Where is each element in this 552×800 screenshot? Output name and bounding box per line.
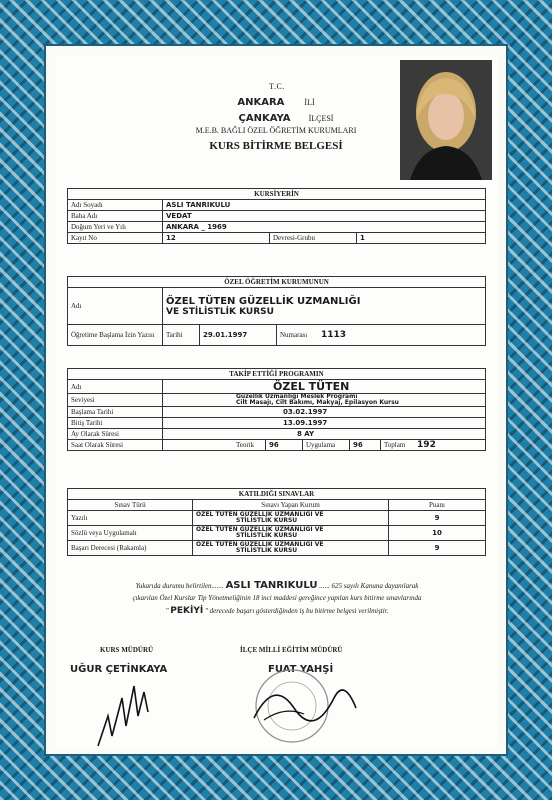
program-section-header: TAKİP ETTİĞİ PROGRAMIN — [68, 369, 486, 380]
duration-hours-label: Saat Olarak Süresi — [68, 440, 163, 451]
exam-type-grade: Başarı Derecesi (Rakamla) — [68, 541, 193, 556]
exam-type-oral: Sözlü veya Uygulamalı — [68, 526, 193, 541]
student-name-label: Adı Soyadı — [68, 200, 163, 211]
statement-name: ASLI TANRIKULU — [225, 580, 318, 591]
statement-grade: PEKİYİ — [170, 606, 204, 616]
exam-org-line1: ÖZEL TÜTEN GÜZELLİK UZMANLIĞI VE — [196, 541, 324, 548]
statement-post: ...... 625 sayılı Kanuna dayanılarak — [319, 582, 419, 590]
ministry-line: M.E.B. BAĞLI ÖZEL ÖĞRETİM KURUMLARI — [195, 126, 357, 135]
registration-label: Kayıt No — [68, 233, 163, 244]
permit-number-label: Numarası — [280, 331, 308, 339]
program-table — [67, 368, 486, 451]
institution-section-header: ÖZEL ÖĞRETİM KURUMUNUN — [68, 277, 486, 288]
exam-score-grade: 9 — [389, 541, 486, 556]
statement-quote-open: " — [165, 607, 169, 615]
exam-score-oral: 10 — [389, 526, 486, 541]
statement-line3-post: " derecede başarı gösterdiğinden iş bu bitirme belgesi verilmiştir. — [204, 607, 389, 615]
ilce-label: İLÇESİ — [308, 114, 334, 123]
district-director-title: İLÇE MİLLİ EĞİTİM MÜDÜRÜ — [240, 646, 343, 654]
exam-row — [68, 526, 486, 541]
duration-months-label: Ay Olarak Süresi — [68, 429, 163, 440]
statement-line3 — [66, 606, 488, 616]
portrait-photo — [400, 60, 492, 180]
official-seal — [244, 658, 364, 748]
program-name-value: ÖZEL TÜTEN — [163, 380, 486, 394]
program-name-label: Adı — [68, 380, 163, 394]
duration-months-value: 8 AY — [163, 429, 486, 440]
father-name-label: Baba Adı — [68, 211, 163, 222]
student-section-header: KURSİYERİN — [68, 189, 486, 200]
tc-label: T.C. — [269, 82, 285, 91]
course-director-signature — [88, 676, 168, 748]
start-date-value: 03.02.1997 — [163, 407, 486, 418]
practice-label: Uygulama — [303, 440, 350, 451]
il-label: İLİ — [304, 98, 315, 107]
institution-name-line2: VE STİLİSTLİK KURSU — [166, 306, 274, 317]
exam-row — [68, 511, 486, 526]
permit-number-value: 1113 — [320, 330, 347, 340]
exam-org-line2: STİLİSTLİK KURSU — [236, 532, 298, 539]
statement-line2: çıkarılan Özel Kurslar Tip Yönetmeliğinin 18 inci maddesi gereğince yapılan kurs bitirme sınavlarında — [132, 594, 422, 602]
student-name-value: ASLI TANRIKULU — [163, 200, 486, 211]
birth-label: Doğum Yeri ve Yılı — [68, 222, 163, 233]
end-date-value: 13.09.1997 — [163, 418, 486, 429]
program-level-line2: Cilt Masajı, Cilt Bakımı, Makyaj, Epilasyon Kursu — [236, 399, 399, 406]
exam-org-line2: STİLİSTLİK KURSU — [236, 517, 298, 524]
district-director-name: FUAT YAHŞİ — [268, 664, 334, 675]
exam-org-cell — [193, 526, 389, 541]
exam-type-header: Sınav Türü — [68, 500, 193, 511]
institution-name-cell — [163, 288, 486, 325]
exam-row — [68, 541, 486, 556]
registration-value: 12 — [163, 233, 270, 244]
practice-value: 96 — [350, 440, 381, 451]
statement-line1 — [66, 580, 488, 591]
student-info-table — [67, 188, 486, 244]
permit-date-label: Tarihi — [163, 325, 200, 346]
portrait-illustration — [400, 60, 492, 180]
end-date-label: Bitiş Tarihi — [68, 418, 163, 429]
group-value: 1 — [357, 233, 486, 244]
exam-org-header: Sınavı Yapan Kurum — [193, 500, 389, 511]
theory-value: 96 — [266, 440, 303, 451]
total-value: 192 — [417, 440, 436, 450]
program-level-line1: Güzellik Uzmanlığı Meslek Programı — [236, 393, 358, 400]
birth-value: ANKARA _ 1969 — [163, 222, 486, 233]
course-director-name: UĞUR ÇETİNKAYA — [70, 664, 168, 675]
total-label: Toplam — [384, 441, 406, 449]
permit-date-value: 29.01.1997 — [200, 325, 277, 346]
total-cell — [381, 440, 486, 451]
exam-score-written: 9 — [389, 511, 486, 526]
group-label: Devresi-Grubu — [270, 233, 357, 244]
course-director-title: KURS MÜDÜRÜ — [100, 646, 154, 654]
exam-org-line1: ÖZEL TÜTEN GÜZELLİK UZMANLIĞI VE — [196, 526, 324, 533]
exam-org-cell — [193, 511, 389, 526]
il-value: ANKARA — [237, 97, 285, 108]
statement-pre: Yukarıda durumu belirtilen....... — [135, 582, 224, 590]
start-date-label: Başlama Tarihi — [68, 407, 163, 418]
theory-label: Teorik — [236, 441, 255, 449]
permit-label: Öğretime Başlama İzin Yazısı — [68, 325, 163, 346]
father-name-value: VEDAT — [163, 211, 486, 222]
ilce-value: ÇANKAYA — [238, 113, 291, 124]
permit-number-cell — [277, 325, 486, 346]
exams-section-header: KATILDIĞI SINAVLAR — [68, 489, 486, 500]
exam-org-cell — [193, 541, 389, 556]
program-level-label: Seviyesi — [68, 394, 163, 407]
exam-score-header: Puanı — [389, 500, 486, 511]
institution-name-line1: ÖZEL TÜTEN GÜZELLİK UZMANLIĞI — [166, 295, 361, 307]
institution-name-label: Adı — [68, 288, 163, 325]
exams-table — [67, 488, 486, 556]
exam-org-line1: ÖZEL TÜTEN GÜZELLİK UZMANLIĞI VE — [196, 511, 324, 518]
theory-cell — [163, 440, 266, 451]
institution-table — [67, 276, 486, 346]
program-level-cell — [163, 394, 486, 407]
exam-type-written: Yazılı — [68, 511, 193, 526]
ilce-line — [206, 108, 366, 126]
exam-org-line2: STİLİSTLİK KURSU — [236, 547, 298, 554]
document-title: KURS BİTİRME BELGESİ — [209, 140, 343, 152]
